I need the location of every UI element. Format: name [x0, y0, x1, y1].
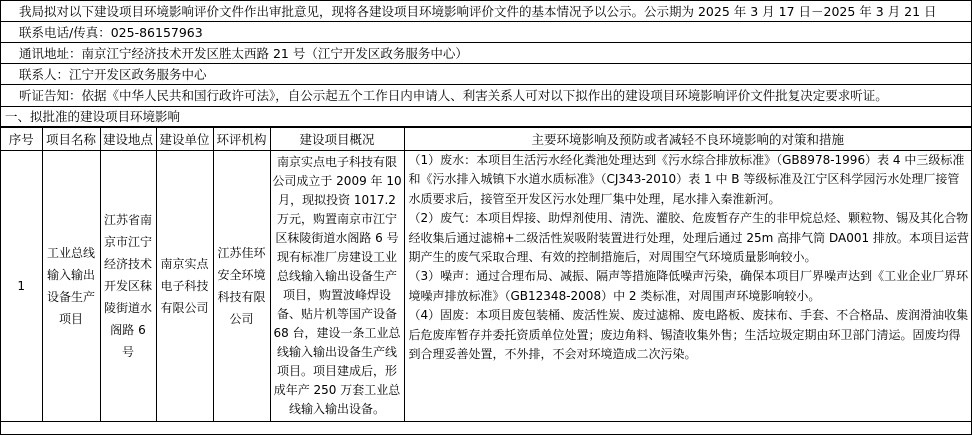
contact-person: 联系人：江宁开发区政务服务中心	[1, 64, 971, 85]
cell-no: 1	[1, 151, 42, 422]
cell-builder: 南京实点电子科技有限公司	[156, 151, 213, 422]
contact-phone: 联系电话/传真：025-86157963	[1, 22, 971, 43]
table-header-row	[1, 128, 971, 151]
cell-location: 江苏省南京市江宁经济技术开发区秣陵街道水阁路 6 号	[100, 151, 156, 422]
header-name: 项目名称	[42, 128, 100, 151]
hearing-notice: 听证告知：依据《中华人民共和国行政许可法》，自公示起五个工作日内申请人、利害关系人可对以下拟作出的建设项目环境影响评价文件批复决定要求听证。	[19, 88, 888, 103]
table-row	[1, 151, 971, 422]
header-measures: 主要环境影响及预防或者减轻不良环境影响的对策和措施	[404, 128, 971, 151]
header-summary: 建设项目概况	[270, 128, 404, 151]
project-table	[1, 127, 971, 422]
cell-agency: 江苏佳环安全环境科技有限公司	[213, 151, 270, 422]
measure-solid-waste: （4）固废：本项目废包装桶、废活性炭、废过滤棉、废电路板、废抹布、手套、不合格品、废润滑油收集后危废库暂存并委托资质单位处置；废边角料、锡渣收集外售；生活垃圾定期由环卫部门清运。固废均得到合理妥善处置，不外排，不会对环境造成二次污染。	[408, 308, 969, 362]
header-no: 序号	[1, 128, 42, 151]
header-location: 建设地点	[100, 128, 156, 151]
header-agency: 环评机构	[213, 128, 270, 151]
header-unit: 建设单位	[156, 128, 213, 151]
section-title: 一、拟批准的建设项目环境影响	[1, 107, 971, 127]
measure-exhaust: （2）废气：本项目焊接、助焊剂使用、清洗、灌胶、危废暂存产生的非甲烷总烃、颗粒物、锡及其化合物经收集后通过滤棉+二级活性炭吸附装置进行处理，处理后通过 25m 高排气筒 DA001 排放。本项目运营期产生的废气采取合理、有效的控制措施后，对周围空气环境质量影响较小。	[408, 211, 969, 265]
cell-measures	[404, 151, 971, 422]
measure-wastewater: （1）废水：本项目生活污水经化粪池处理达到《污水综合排放标准》（GB8978-1996）表 4 中三级标准和《污水排入城镇下水道水质标准》（CJ343-2010）表 1 中 B 等级标准及江宁区科学园污水处理厂接管水质要求后，接管至开发区污水处理厂集中处理，尾水排入秦淮新河。	[408, 153, 965, 206]
cell-project-name: 工业总线输入输出设备生产项目	[42, 151, 100, 422]
measure-noise: （3）噪声：通过合理布局、减振、隔声等措施降低噪声污染，确保本项目厂界噪声达到《工业企业厂界环境噪声排放标准》（GB12348-2008）中 2 类标准，对周围声环境影响较小。	[408, 269, 969, 303]
notice-intro: 我局拟对以下建设项目环境影响评价文件作出审批意见，现将各建设项目环境影响评价文件的基本情况予以公示。公示期为 2025 年 3 月 17 日－2025 年 3 月 21 日	[1, 1, 971, 22]
notice-info-block	[1, 1, 971, 107]
cell-summary: 南京实点电子科技有限公司成立于 2009 年 10 月，现拟投资 1017.2 万元，购置南京市江宁区秣陵街道水阁路 6 号现有标准厂房建设工业总线输入输出设备生产项目，购置波峰焊设备、贴片机等国产设备 68 台，建设一条工业总线输入输出设备生产线项目。项目建成后，形成年产 250 万套工业总线输入输出设备。	[270, 151, 404, 422]
contact-address: 通讯地址：南京江宁经济技术开发区胜太西路 21 号（江宁开发区政务服务中心）	[1, 43, 971, 64]
